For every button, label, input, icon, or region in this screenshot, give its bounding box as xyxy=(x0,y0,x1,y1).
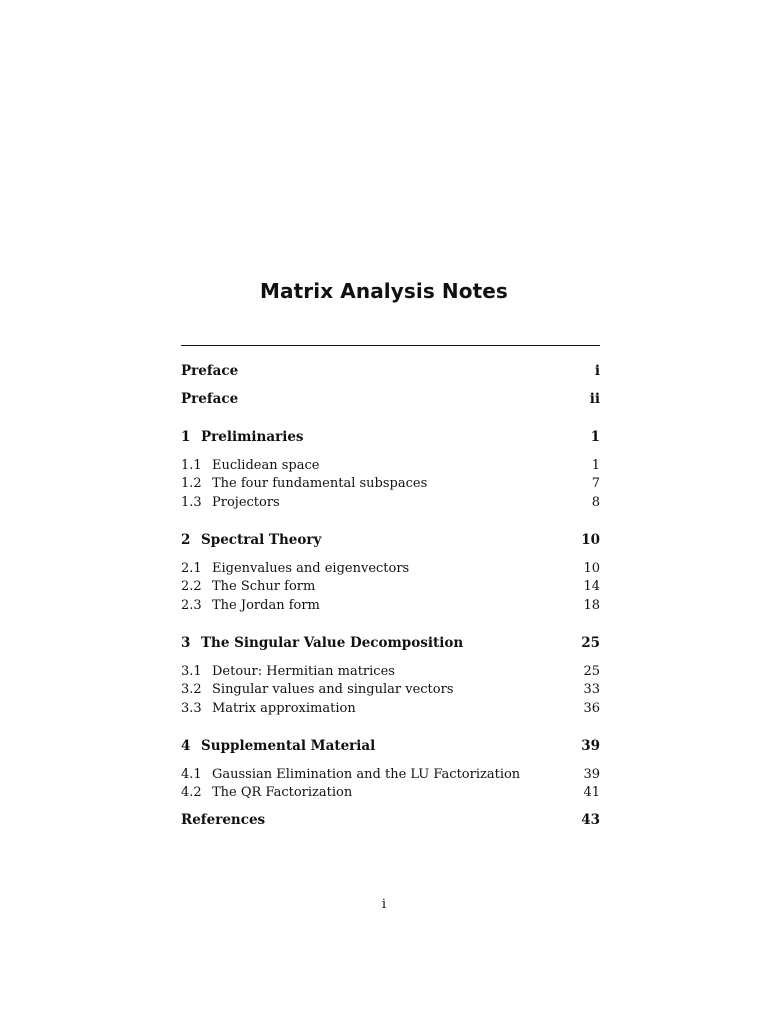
chapter-page: 10 xyxy=(581,532,600,548)
section-page: 39 xyxy=(583,766,600,782)
chapter-title: The Singular Value Decomposition xyxy=(201,635,464,651)
table-of-contents xyxy=(181,362,600,830)
section-page: 18 xyxy=(583,597,600,613)
toc-section-1-1[interactable] xyxy=(181,457,600,476)
toc-chapter-2[interactable] xyxy=(181,531,600,550)
chapter-number: 2 xyxy=(181,532,191,548)
section-title: The Jordan form xyxy=(212,597,320,613)
section-title: Gaussian Elimination and the LU Factorization xyxy=(212,766,521,782)
chapter-page: 39 xyxy=(581,738,600,754)
section-number: 4.2 xyxy=(181,785,202,800)
toc-section-3-2[interactable] xyxy=(181,681,600,700)
section-number: 1.2 xyxy=(181,476,202,491)
toc-section-3-1[interactable] xyxy=(181,663,600,682)
toc-section-4-2[interactable] xyxy=(181,784,600,803)
toc-entry-label xyxy=(181,531,321,550)
toc-chapter-3[interactable] xyxy=(181,634,600,653)
chapter-title: Preliminaries xyxy=(201,429,304,445)
toc-chapter-1[interactable] xyxy=(181,428,600,447)
toc-entry-label xyxy=(181,634,463,653)
toc-entry-label xyxy=(181,390,238,409)
section-title: Singular values and singular vectors xyxy=(212,682,454,697)
toc-section-2-2[interactable] xyxy=(181,578,600,597)
section-page: 14 xyxy=(583,579,600,594)
chapter-title: Spectral Theory xyxy=(201,532,322,548)
page-number: i xyxy=(381,897,387,912)
toc-section-2-1[interactable] xyxy=(181,560,600,579)
toc-entry-label xyxy=(181,362,238,381)
section-number: 3.3 xyxy=(181,700,202,716)
section-number: 1.3 xyxy=(181,494,202,510)
section-title: Projectors xyxy=(212,494,280,510)
section-number: 2.1 xyxy=(181,560,202,576)
toc-entry-label xyxy=(181,737,375,756)
toc-entry-label xyxy=(181,811,265,830)
chapter-number: 4 xyxy=(181,738,191,754)
section-title: Eigenvalues and eigenvectors xyxy=(212,560,410,576)
toc-entry-page: ii xyxy=(589,391,600,407)
section-title: The QR Factorization xyxy=(212,785,353,800)
chapter-page: 25 xyxy=(581,635,600,651)
chapter-number: 1 xyxy=(181,429,191,445)
toc-entry-title: Preface xyxy=(181,363,239,379)
section-page: 8 xyxy=(591,494,600,510)
section-title: The four fundamental subspaces xyxy=(212,476,428,491)
section-page: 1 xyxy=(591,457,600,473)
toc-entry-page: 43 xyxy=(581,811,600,828)
toc-chapter-4[interactable] xyxy=(181,737,600,756)
section-title: Euclidean space xyxy=(212,457,320,473)
title-rule xyxy=(181,345,600,346)
toc-section-4-1[interactable] xyxy=(181,766,600,785)
section-page: 7 xyxy=(591,476,600,491)
section-number: 3.1 xyxy=(181,663,202,679)
section-number: 2.2 xyxy=(181,579,202,594)
section-page: 10 xyxy=(583,560,600,576)
toc-section-1-3[interactable] xyxy=(181,494,600,513)
toc-entry-preface[interactable] xyxy=(181,362,600,381)
section-page: 36 xyxy=(583,700,600,716)
toc-entry-label xyxy=(181,428,304,447)
section-number: 3.2 xyxy=(181,682,202,697)
section-page: 25 xyxy=(583,663,600,679)
chapter-title: Supplemental Material xyxy=(201,738,376,754)
section-page: 33 xyxy=(583,682,600,697)
section-number: 2.3 xyxy=(181,597,202,613)
section-number: 4.1 xyxy=(181,766,202,782)
section-title: Detour: Hermitian matrices xyxy=(212,663,395,679)
section-number: 1.1 xyxy=(181,457,202,473)
toc-entry-references[interactable] xyxy=(181,811,600,830)
document-title: Matrix Analysis Notes xyxy=(260,279,508,303)
section-title: Matrix approximation xyxy=(212,700,356,716)
section-page: 41 xyxy=(583,785,600,800)
toc-section-2-3[interactable] xyxy=(181,597,600,616)
section-title: The Schur form xyxy=(212,579,316,594)
toc-entry-preface[interactable] xyxy=(181,390,600,409)
chapter-number: 3 xyxy=(181,635,191,651)
toc-entry-title: References xyxy=(181,811,266,828)
toc-entry-title: Preface xyxy=(181,391,239,407)
toc-entry-page: i xyxy=(594,363,600,379)
toc-section-3-3[interactable] xyxy=(181,700,600,719)
toc-section-1-2[interactable] xyxy=(181,475,600,494)
chapter-page: 1 xyxy=(590,429,600,445)
